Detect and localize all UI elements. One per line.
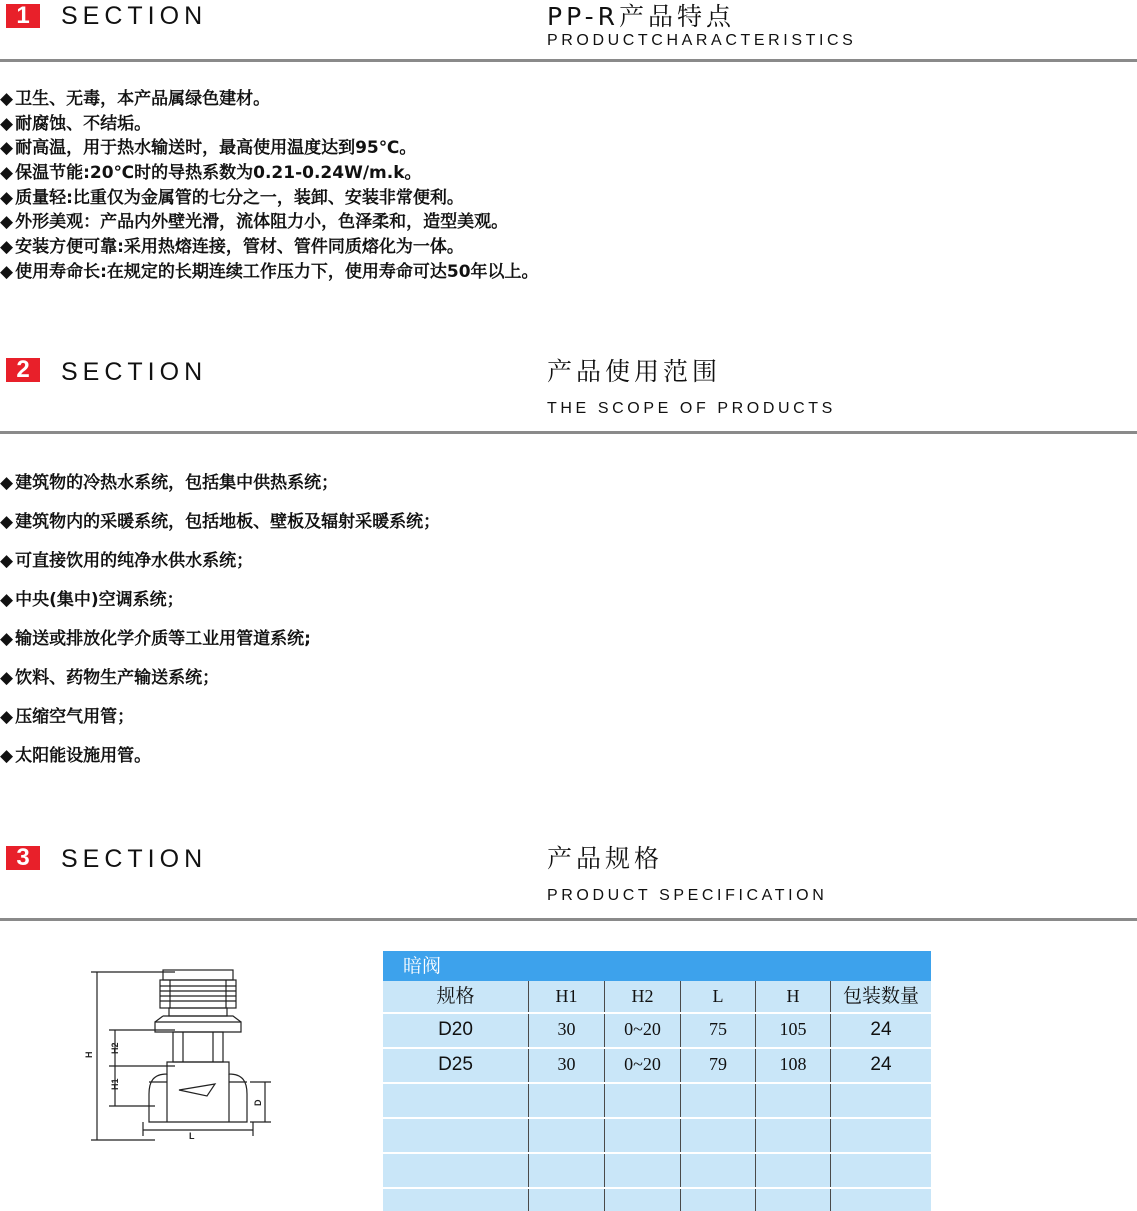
list-item: ◆ 可直接饮用的纯净水供水系统； [0, 551, 254, 571]
dimension-label-h: H [84, 1051, 94, 1058]
diamond-bullet-icon: ◆ [0, 473, 14, 493]
section-1-divider [0, 59, 1137, 62]
spec-table [383, 951, 931, 1211]
list-item: ◆ 使用寿命长:在规定的长期连续工作压力下，使用寿命可达50年以上。 [0, 261, 539, 282]
section-2-divider [0, 431, 1137, 434]
diamond-bullet-icon: ◆ [0, 261, 14, 282]
diamond-bullet-icon: ◆ [0, 138, 14, 159]
list-item: ◆ 中央(集中)空调系统； [0, 590, 184, 610]
dimension-label-d: D [253, 1099, 263, 1106]
list-item: ◆ 太阳能设施用管。 [0, 746, 152, 766]
section-2-title-en: THE SCOPE OF PRODUCTS [547, 400, 836, 417]
table-row [383, 1154, 931, 1189]
section-1-label: SECTION [61, 2, 208, 30]
diamond-bullet-icon: ◆ [0, 163, 14, 184]
list-item: ◆ 饮料、药物生产输送系统； [0, 668, 220, 688]
list-item: ◆ 安装方便可靠:采用热熔连接，管材、管件同质熔化为一体。 [0, 237, 464, 258]
list-item: ◆ 卫生、无毒，本产品属绿色建材。 [0, 89, 271, 109]
diamond-bullet-icon: ◆ [0, 707, 14, 727]
column-header: L [681, 981, 756, 1012]
table-row: D20 30 0~20 75 105 24 [383, 1014, 931, 1049]
valve-drawing-icon [75, 962, 285, 1152]
list-item: ◆ 保温节能:20℃时的导热系数为0.21-0.24W/m.k。 [0, 163, 422, 184]
list-item: ◆ 建筑物内的采暖系统，包括地板、壁板及辐射采暖系统； [0, 512, 441, 532]
list-item: ◆ 耐腐蚀、不结垢。 [0, 113, 152, 134]
list-item: ◆ 耐高温，用于热水输送时，最高使用温度达到95℃。 [0, 138, 417, 159]
section-1-header [0, 0, 1137, 62]
column-header: H [756, 981, 831, 1012]
column-header: H1 [529, 981, 605, 1012]
diamond-bullet-icon: ◆ [0, 746, 14, 766]
section-3-label: SECTION [61, 845, 208, 873]
diamond-bullet-icon: ◆ [0, 89, 14, 109]
list-item: ◆ 压缩空气用管； [0, 707, 135, 727]
table-header-row [383, 981, 931, 1014]
column-header: 包装数量 [842, 985, 919, 1007]
list-item: ◆ 输送或排放化学介质等工业用管道系统; [0, 629, 311, 649]
section-1-title-cn: PP-R产品特点 [547, 2, 735, 31]
table-row [383, 1084, 931, 1119]
section-3-divider [0, 918, 1137, 921]
diamond-bullet-icon: ◆ [0, 512, 14, 532]
column-header: 规格 [383, 981, 529, 1012]
section-2-number-badge: 2 [6, 358, 40, 382]
list-item: ◆ 建筑物的冷热水系统，包括集中供热系统； [0, 473, 339, 493]
table-row: D25 30 0~20 79 108 24 [383, 1049, 931, 1084]
dimension-label-h1: H1 [110, 1078, 120, 1090]
diamond-bullet-icon: ◆ [0, 113, 14, 134]
dimension-label-h2: H2 [110, 1042, 120, 1054]
diamond-bullet-icon: ◆ [0, 212, 14, 233]
list-item: ◆ 质量轻:比重仅为金属管的七分之一，装卸、安装非常便利。 [0, 187, 464, 208]
section-2-header [0, 355, 1137, 435]
table-row [383, 1189, 931, 1211]
list-item: ◆ 外形美观：产品内外壁光滑，流体阻力小，色泽柔和，造型美观。 [0, 212, 509, 233]
diamond-bullet-icon: ◆ [0, 590, 14, 610]
table-row [383, 1119, 931, 1154]
characteristics-list [0, 87, 539, 285]
section-3-title-en: PRODUCT SPECIFICATION [547, 887, 828, 904]
section-3-header [0, 842, 1137, 922]
section-3-number-badge: 3 [6, 846, 40, 870]
scope-list [0, 464, 440, 776]
diamond-bullet-icon: ◆ [0, 629, 14, 649]
diamond-bullet-icon: ◆ [0, 668, 14, 688]
diamond-bullet-icon: ◆ [0, 237, 14, 258]
section-1-number-badge: 1 [6, 4, 40, 28]
section-3-title-cn: 产品规格 [547, 844, 664, 873]
section-1-title-en: PRODUCTCHARACTERISTICS [547, 32, 857, 49]
spec-table-title: 暗阀 [383, 951, 931, 981]
spec-table-grid [383, 981, 931, 1211]
diamond-bullet-icon: ◆ [0, 187, 14, 208]
dimension-label-l: L [189, 1131, 195, 1141]
diamond-bullet-icon: ◆ [0, 551, 14, 571]
section-2-title-cn: 产品使用范围 [547, 357, 722, 386]
section-2-label: SECTION [61, 358, 208, 386]
column-header: H2 [605, 981, 681, 1012]
